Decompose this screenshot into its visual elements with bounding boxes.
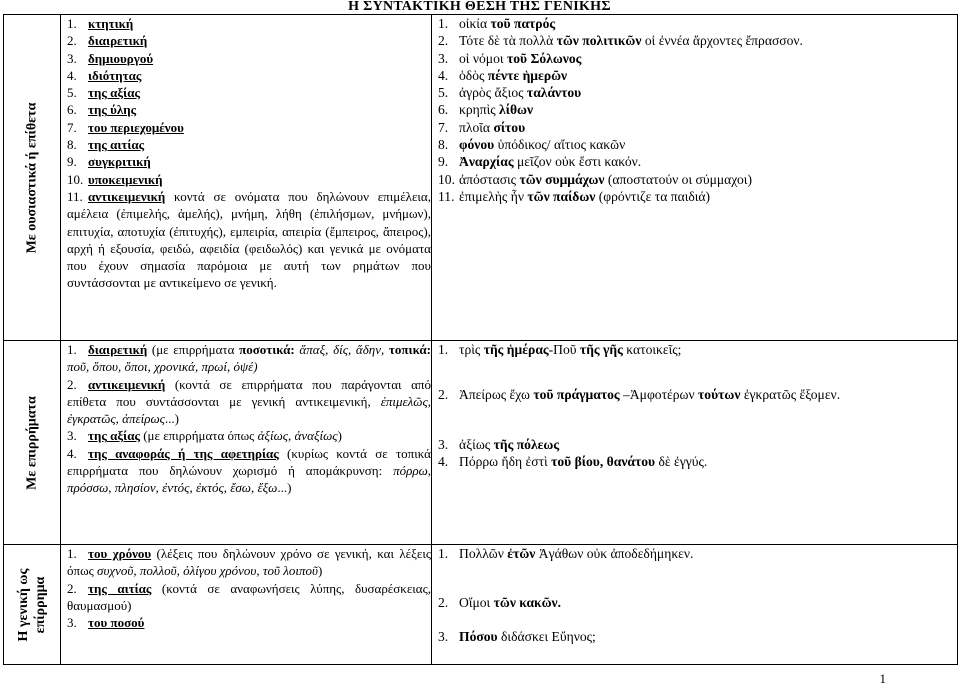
row-nouns-adjectives [4,15,958,341]
example-item: 3. οἱ νόμοι τοῦ Σόλωνος [438,50,582,66]
row-adverbs [4,341,958,545]
list-item: 5. της αξίας [67,85,140,101]
list-item: 7. του περιεχομένου [67,119,184,135]
side-cell [4,341,61,545]
types-cell [61,15,432,341]
list-item: 3. της αξίας (με επιρρήματα όπως ἀξίως, ἀναξίως) [67,428,342,444]
example-item: 2. Οἴμοι τῶν κακῶν. [438,595,561,611]
page-title: Η ΣΥΝΤΑΚΤΙΚΗ ΘΕΣΗ ΤΗΣ ΓΕΝΙΚΗΣ [348,0,611,14]
types-cell [61,341,432,545]
list-item: 3. του ποσού [67,615,145,631]
example-item: 3. Πόσου διδάσκει Εὔηνος; [438,628,596,644]
example-item: 1. τρὶς τῆς ἡμέρας-Ποῦ τῆς γῆς κατοικεῖς; [438,342,682,357]
list-item: 10. υποκειμενική [67,171,163,187]
example-item: 3. ἀξίως τῆς πόλεως [438,436,560,452]
example-item: 6. κρηπὶς λίθων [438,102,534,118]
page-number: 1 [879,671,886,686]
list-item: 2. της αιτίας (κοντά σε αναφωνήσεις λύπης, δυσαρέσκειας, θαυμασμού) [67,580,431,613]
list-item: 8. της αιτίας [67,137,145,153]
side-label: Με ουσιαστικά ή επίθετα [24,102,40,253]
types-cell [61,545,432,665]
example-item: 10. ἀπόστασις τῶν συμμάχων (αποστατούν οι σύμμαχοι) [438,171,752,187]
example-item: 1. Πολλῶν ἐτῶν Ἀγάθων οὐκ ἀποδεδήμηκεν. [438,546,694,561]
example-item: 4. ὁδὸς πέντε ἡμερῶν [438,67,568,83]
example-item: 7. πλοῖα σίτου [438,119,526,135]
examples-cell [432,341,958,545]
list-item: 6. της ύλης [67,102,137,118]
list-item: 3. δημιουργού [67,50,154,66]
example-item: 2. Τότε δὲ τὰ πολλὰ τῶν πολιτικῶν οἱ ἐννέα ἄρχοντες ἔπρασσον. [438,33,803,49]
example-item: 9. Ἀναρχίας μεῖζον οὐκ ἔστι κακόν. [438,154,642,170]
list-item: 2. διαιρετική [67,33,148,49]
list-item: 9. συγκριτική [67,154,151,170]
list-item: 2. αντικειμενική (κοντά σε επιρρήματα που παράγονται από επίθετα που συντάσσονται με γενική αντικειμενική, ἐπιμελῶς, ἐγκρατῶς, ἀπείρως...) [67,376,431,427]
example-item: 8. φόνου ὑπόδικος/ αἴτιος κακῶν [438,137,626,153]
examples-cell [432,15,958,341]
example-item: 4. Πόρρω ἤδη ἐστὶ τοῦ βίου, θανάτου δὲ ἐγγύς. [438,453,708,469]
example-item: 5. ἀγρὸς ἄξιος ταλάντου [438,85,582,101]
example-item: 2. Ἀπείρως ἔχω τοῦ πράγματος –Ἀμφοτέρων τούτων ἐγκρατῶς ἔξομεν. [438,387,841,403]
side-label: Με επιρρήματα [24,395,40,490]
list-item: 4. της αναφοράς ή της αφετηρίας (κυρίως κοντά σε τοπικά επιρρήματα που δηλώνουν χωρισμό ή απομάκρυνση: πόρρω, πρόσσω, πλησίον, ἐντός, ἐκτός, ἔσω, ἔξω...) [67,445,431,496]
example-item: 11. ἐπιμελὴς ἦν τῶν παίδων (φρόντιζε τα παιδιά) [438,188,711,204]
list-item: 1. κτητική [67,16,134,31]
row-adverbial-genitive [4,545,958,665]
syntax-table [3,14,958,665]
list-item: 11. αντικειμενική κοντά σε ονόματα που δηλώνουν επιμέλεια, αμέλεια (ἐπιμελής, ἀμελής), μνήμη, λήθη (ἐπιλήσμων, μνήμων), επιτυχία, αποτυχία (ἐπιτυχής), εμπειρία, απειρία (ἔμπειρος, ἄπειρος), αρχή ή εξουσία, φειδώ, αφειδία (φειδωλός) και γενικά με ονόματα που έχουν σημασία παρόμοια με αυτή των ρημάτων που συντάσσονται με αντικείμενο σε γενική. [67,188,431,291]
examples-cell [432,545,958,665]
example-item: 1. οἰκία τοῦ πατρός [438,16,556,31]
side-cell [4,15,61,341]
list-item: 1. διαιρετική (με επιρρήματα ποσοτικά: ἅπαξ, δίς, ἅδην, τοπικά: ποῦ, ὅπου, ὅποι, χρονικά, πρωί, ὀψέ) [67,342,431,375]
side-label: Η γενική ως επίρρημα [16,568,48,641]
side-cell [4,545,61,665]
list-item: 1. του χρόνου (λέξεις που δηλώνουν χρόνο σε γενική, και λέξεις όπως συχνοῦ, πολλοῦ, ὀλίγου χρόνου, τοῦ λοιποῦ) [67,546,431,579]
list-item: 4. ιδιότητας [67,67,142,83]
